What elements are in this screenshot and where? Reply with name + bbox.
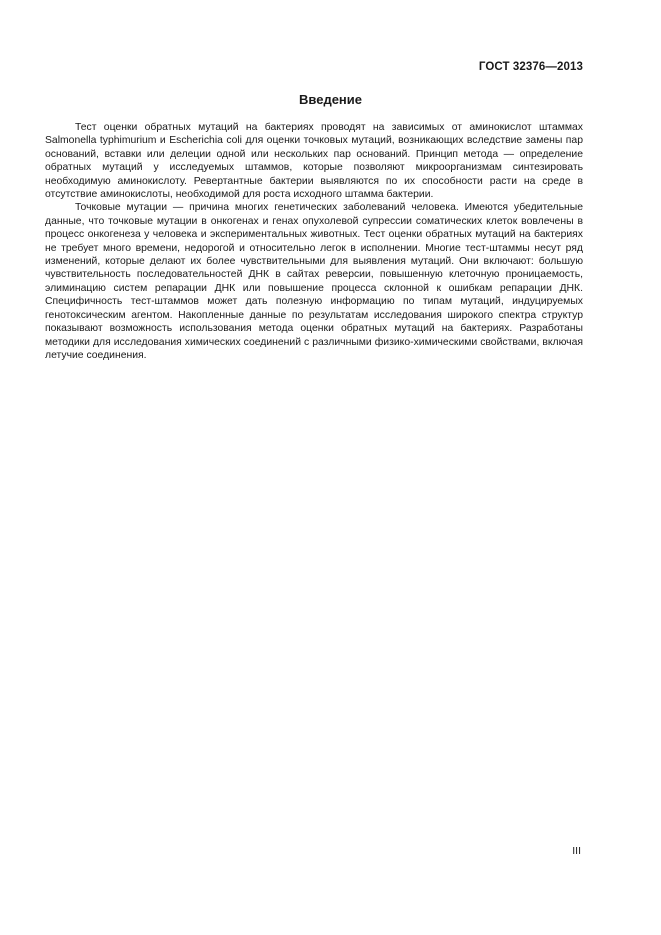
document-code: ГОСТ 32376—2013 <box>478 61 583 73</box>
section-title: Введение <box>299 92 362 107</box>
paragraph-2: Точковые мутации — причина многих генетических заболеваний человека. Имеются убедительные данные, что точковые мутации в онкогенах и генах опухолевой супрессии соматических клеток вовлечены в процесс онкогенеза у человека и экспериментальных животных. Тест оценки обратных мутаций на бактериях не требует много времени, недорогой и относительно легок в исполнении. Многие тест-штаммы несут ряд изменений, которые делают их более чувствительными для выявления мутаций. Они включают: большую чувствительность последовательностей ДНК в сайтах реверсии, повышенную клеточную проницаемость, элиминацию систем репарации ДНК или повышение процесса склонной к ошибкам репарации ДНК. Специфичность тест-штаммов может дать полезную информацию по типам мутаций, индуцируемых генотоксическим агентом. Накопленные данные по результатам исследования широкого спектра структур показывают возможность использования метода оценки обратных мутаций на бактериях. Разработаны методики для исследования химических соединений с различными физико-химическими свойствами, включая летучие соединения. <box>45 202 583 361</box>
paragraph-1: Тест оценки обратных мутаций на бактериях проводят на зависимых от аминокислот штаммах Salmonella typhimurium и Escherichia coli для оценки точковых мутаций, возникающих вследствие замены пар оснований, вставки или делеции одной или нескольких пар оснований. Принцип метода — определение обратных мутаций у исследуемых штаммов, которые позволяют микроорганизмам синтезировать необходимую аминокислоту. Ревертантные бактерии выявляются по их способности расти на среде в отсутствие аминокислоты, необходимой для роста исходного штамма бактерии. <box>45 122 583 201</box>
page-number: III <box>572 845 581 857</box>
body-text <box>45 121 583 362</box>
